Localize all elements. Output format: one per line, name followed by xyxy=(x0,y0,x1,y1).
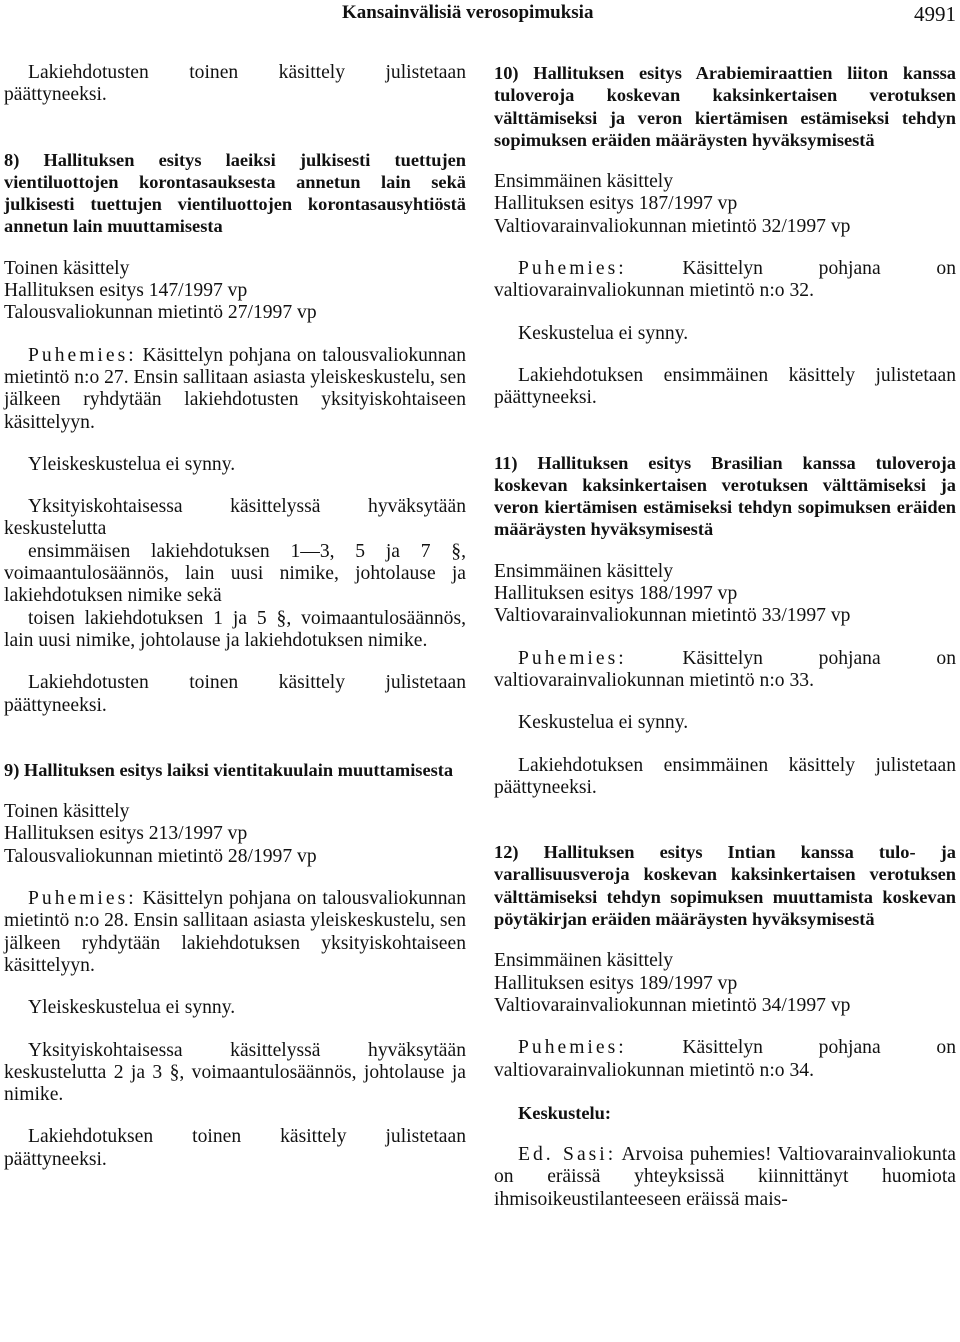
item-12-speech xyxy=(494,1144,956,1211)
intro-closing: Lakiehdotusten toinen käsittely julistetaan päättyneeksi. xyxy=(4,62,466,106)
running-header xyxy=(0,2,960,28)
item-11 xyxy=(494,452,956,800)
item-10-report: Valtiovarainvaliokunnan mietintö 32/1997 vp xyxy=(494,215,851,237)
item-12-debate-label: Keskustelu: xyxy=(518,1102,611,1123)
item-11-stage: Ensimmäinen käsittely xyxy=(494,560,674,582)
item-10-proposal: Hallituksen esitys 187/1997 vp xyxy=(494,193,738,215)
item-8-detail-intro: Yksityiskohtaisessa käsittelyssä hyväksytään keskustelutta xyxy=(4,496,466,540)
item-12 xyxy=(494,841,956,1211)
item-11-chair-statement xyxy=(494,648,956,693)
item-8-heading: 8) Hallituksen esitys laeiksi julkisesti tuettujen vientiluottojen korontasauksesta annetun lain sekä julkisesti tuettujen vientiluottojen korontasausyhtiöstä annetun lain muuttamisesta xyxy=(4,149,466,237)
item-9-proposal: Hallituksen esitys 213/1997 vp xyxy=(4,823,248,845)
item-8-proposal: Hallituksen esitys 147/1997 vp xyxy=(4,280,248,302)
item-11-proposal: Hallituksen esitys 188/1997 vp xyxy=(494,583,738,605)
item-12-report: Valtiovarainvaliokunnan mietintö 34/1997 vp xyxy=(494,994,851,1016)
chair-text: Käsittelyn pohjana on talousvaliokunnan mietintö n:o 28. Ensin sallitaan asiasta yleiskeskustelu, sen jälkeen ryhdytään lakiehdotuksen yksityiskohtaiseen käsittelyyn. xyxy=(4,888,467,976)
item-9-report: Talousvaliokunnan mietintö 28/1997 vp xyxy=(4,845,317,867)
item-8-closing: Lakiehdotusten toinen käsittely julistetaan päättyneeksi. xyxy=(4,672,466,716)
chair-label: Puhemies: xyxy=(518,1037,627,1059)
chair-text: Käsittelyn pohjana on valtiovarainvaliokunnan mietintö n:o 33. xyxy=(494,647,956,691)
item-8 xyxy=(4,149,466,717)
item-8-report: Talousvaliokunnan mietintö 27/1997 vp xyxy=(4,302,317,324)
item-9-stage: Toinen käsittely xyxy=(4,801,130,823)
item-9-chair-statement xyxy=(4,888,466,977)
speaker-name: Ed. Sasi: xyxy=(518,1144,617,1166)
chair-label: Puhemies: xyxy=(28,888,137,910)
item-12-stage: Ensimmäinen käsittely xyxy=(494,950,674,972)
item-8-detail-1: ensimmäisen lakiehdotuksen 1—3, 5 ja 7 §, voimaantulosäännös, lain uusi nimike, johtolause ja lakiehdotuksen nimike sekä xyxy=(4,540,466,607)
chair-text: Käsittelyn pohjana on valtiovarainvaliokunnan mietintö n:o 32. xyxy=(494,258,956,302)
item-10-no-debate: Keskustelua ei synny. xyxy=(518,322,689,344)
running-title: Kansainvälisiä verosopimuksia xyxy=(342,2,594,23)
item-11-heading: 11) Hallituksen esitys Brasilian kanssa tuloveroja koskevan kaksinkertaisen verotuksen välttämiseksi ja veron kiertämisen estämiseksi tehdyn sopimuksen eräiden määräysten hyväksymisestä xyxy=(494,452,956,540)
chair-label: Puhemies: xyxy=(518,647,627,669)
item-10-closing: Lakiehdotuksen ensimmäinen käsittely julistetaan päättyneeksi. xyxy=(494,364,956,409)
item-11-report: Valtiovarainvaliokunnan mietintö 33/1997 vp xyxy=(494,605,851,627)
item-9-no-debate: Yleiskeskustelua ei synny. xyxy=(28,997,236,1019)
right-column xyxy=(494,62,956,1211)
item-11-closing: Lakiehdotuksen ensimmäinen käsittely julistetaan päättyneeksi. xyxy=(494,754,956,798)
page-number: 4991 xyxy=(914,2,956,26)
chair-text: Käsittelyn pohjana on talousvaliokunnan mietintö n:o 27. Ensin sallitaan asiasta yleiskeskustelu, sen jälkeen ryhdytään lakiehdotusten yksityiskohtaiseen käsittelyyn. xyxy=(4,344,467,433)
item-8-chair-statement xyxy=(4,345,466,434)
item-10-heading: 10) Hallituksen esitys Arabiemiraattien liiton kanssa tuloveroja koskevan kaksinkertaisen verotuksen välttämiseksi ja veron kiertämisen estämiseksi tehdyn sopimuksen eräiden määräysten hyväksymisestä xyxy=(494,63,956,150)
item-12-proposal: Hallituksen esitys 189/1997 vp xyxy=(494,972,738,994)
item-8-stage: Toinen käsittely xyxy=(4,257,130,279)
chair-text: Käsittelyn pohjana on valtiovarainvaliokunnan mietintö n:o 34. xyxy=(494,1037,956,1081)
item-9-detail: Yksityiskohtaisessa käsittelyssä hyväksytään keskustelutta 2 ja 3 §, voimaantulosäännös, johtolause ja nimike. xyxy=(4,1039,466,1106)
item-12-chair-statement xyxy=(494,1037,956,1082)
item-10-stage: Ensimmäinen käsittely xyxy=(494,171,674,193)
item-10-chair-statement xyxy=(494,258,956,303)
item-12-heading: 12) Hallituksen esitys Intian kanssa tulo- ja varallisuusveroja koskevan kaksinkertaisen verotuksen välttämiseksi tehdyn sopimuksen muuttamista koskevan pöytäkirjan eräiden määräysten hyväksymisestä xyxy=(494,842,956,930)
item-9 xyxy=(4,759,466,1171)
item-8-no-debate: Yleiskeskustelua ei synny. xyxy=(28,453,236,475)
speech-text: Arvoisa puhemies! Valtiovarainvaliokunta on eräissä yhteyksissä kiinnittänyt huomiota ihmisoikeustilanteeseen eräissä mais- xyxy=(494,1144,956,1210)
chair-label: Puhemies: xyxy=(518,258,627,280)
item-11-no-debate: Keskustelua ei synny. xyxy=(518,712,689,734)
left-column xyxy=(4,62,466,1171)
chair-label: Puhemies: xyxy=(28,344,137,366)
item-8-detail-2: toisen lakiehdotuksen 1 ja 5 §, voimaantulosäännös, lain uusi nimike, johtolause ja lakiehdotuksen nimike. xyxy=(4,607,466,651)
item-9-closing: Lakiehdotuksen toinen käsittely julistetaan päättyneeksi. xyxy=(4,1126,466,1170)
item-10 xyxy=(494,62,956,410)
item-9-heading: 9) Hallituksen esitys laiksi vientitakuulain muuttamisesta xyxy=(4,759,454,780)
